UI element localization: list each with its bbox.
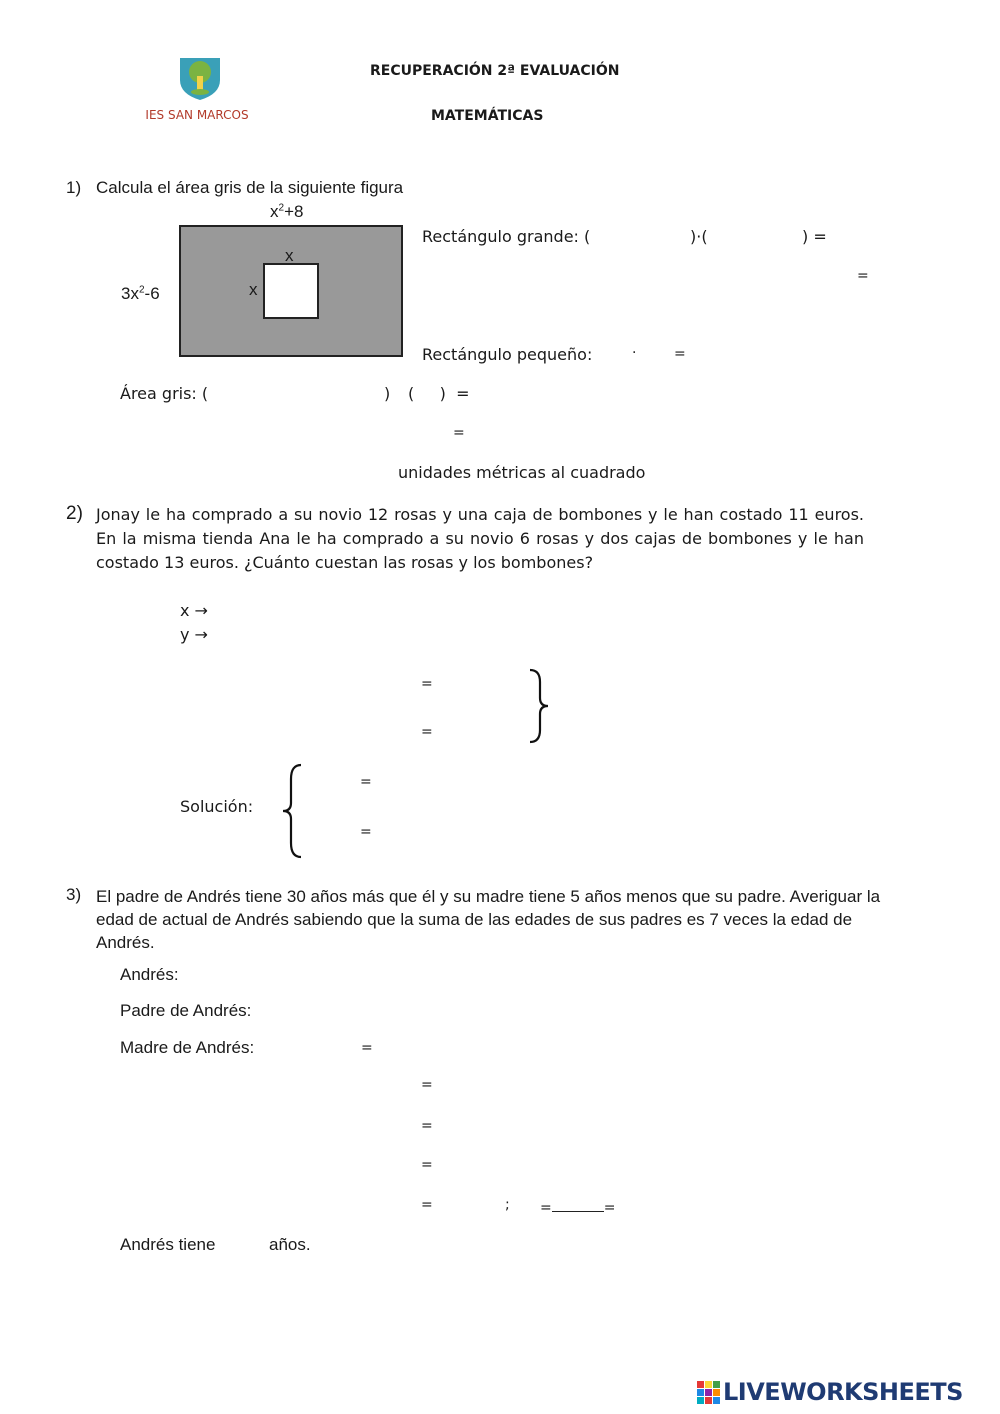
- school-name: IES SAN MARCOS: [145, 108, 249, 122]
- white-square: [263, 263, 319, 319]
- big-rect-eq: =: [857, 268, 869, 284]
- left-brace: [281, 763, 305, 859]
- figure-left-label: $3x^2-6$: [121, 284, 160, 303]
- final-eq-right: =: [603, 1200, 616, 1216]
- right-brace: [528, 668, 552, 744]
- madre-label: Madre de Andrés:: [120, 1038, 255, 1057]
- subject-title: MATEMÁTICAS: [431, 108, 544, 124]
- final-eq-left: =: [540, 1200, 552, 1216]
- grey-area-label: Área gris: (: [120, 384, 209, 403]
- small-rect-eq: =: [674, 346, 686, 362]
- equation-final: [540, 1197, 615, 1216]
- equation-semicolon: ;: [505, 1197, 510, 1213]
- grey-area-eq: =: [453, 425, 465, 441]
- equation-eq-3: =: [421, 1157, 433, 1173]
- padre-label: Padre de Andrés:: [120, 1001, 252, 1020]
- y-variable: y →: [180, 625, 208, 644]
- grey-area-close: ): [384, 384, 391, 403]
- fraction-blank: [552, 1197, 604, 1212]
- inner-top-label: x: [285, 246, 294, 265]
- small-rect-label: Rectángulo pequeño:: [422, 345, 593, 364]
- lws-grid-icon: [697, 1381, 721, 1405]
- big-rect-label: Rectángulo grande: (: [422, 227, 591, 246]
- equation-eq-1: =: [421, 1077, 433, 1093]
- school-logo: [145, 52, 255, 124]
- q2-text: Jonay le ha comprado a su novio 12 rosas y una caja de bombones y le han costado 11 euros. En la misma tienda Ana le ha comprado a su novio 6 rosas y dos cajas de bombones y le han costado 13 euros. ¿Cuánto cuestan las rosas y los bombones?: [96, 505, 864, 572]
- solution-eq-2: =: [360, 824, 372, 840]
- solution-eq-1: =: [360, 774, 372, 790]
- page-title: RECUPERACIÓN 2ª EVALUACIÓN: [370, 63, 620, 79]
- shield-icon: [145, 52, 255, 102]
- figure-top-label: $x^2+8$: [270, 202, 304, 221]
- q1-number: 1): [66, 178, 82, 197]
- madre-eq: =: [361, 1040, 373, 1056]
- system-eq-2: =: [421, 724, 433, 740]
- q3-text: El padre de Andrés tiene 30 años más que él y su madre tiene 5 años menos que su padre. Averiguar la edad de actual de Andrés sabiendo que la suma de las edades de sus padres es 7 veces la edad de Andrés.: [96, 887, 881, 952]
- brand-text: LIVEWORKSHEETS: [723, 1378, 963, 1406]
- system-eq-1: =: [421, 676, 433, 692]
- inner-left-label: x: [249, 280, 258, 299]
- andres-label: Andrés:: [120, 965, 179, 984]
- answer-pre: Andrés tiene: [120, 1235, 216, 1254]
- solution-label: Solución:: [180, 797, 254, 816]
- units-text: unidades métricas al cuadrado: [398, 463, 646, 482]
- equation-eq-4: =: [421, 1197, 433, 1213]
- big-rect-mid: )·(: [690, 227, 708, 246]
- q1-prompt: Calcula el área gris de la siguiente figura: [96, 178, 404, 197]
- q2-number: 2): [66, 503, 83, 524]
- big-rect-end: ) =: [802, 227, 827, 246]
- small-rect-dot: ·: [632, 345, 637, 361]
- answer-post: años.: [269, 1235, 311, 1254]
- equation-eq-2: =: [421, 1118, 433, 1134]
- x-variable: x →: [180, 601, 208, 620]
- q3-number: 3): [66, 885, 82, 904]
- grey-area-paren: ( ) =: [408, 384, 470, 403]
